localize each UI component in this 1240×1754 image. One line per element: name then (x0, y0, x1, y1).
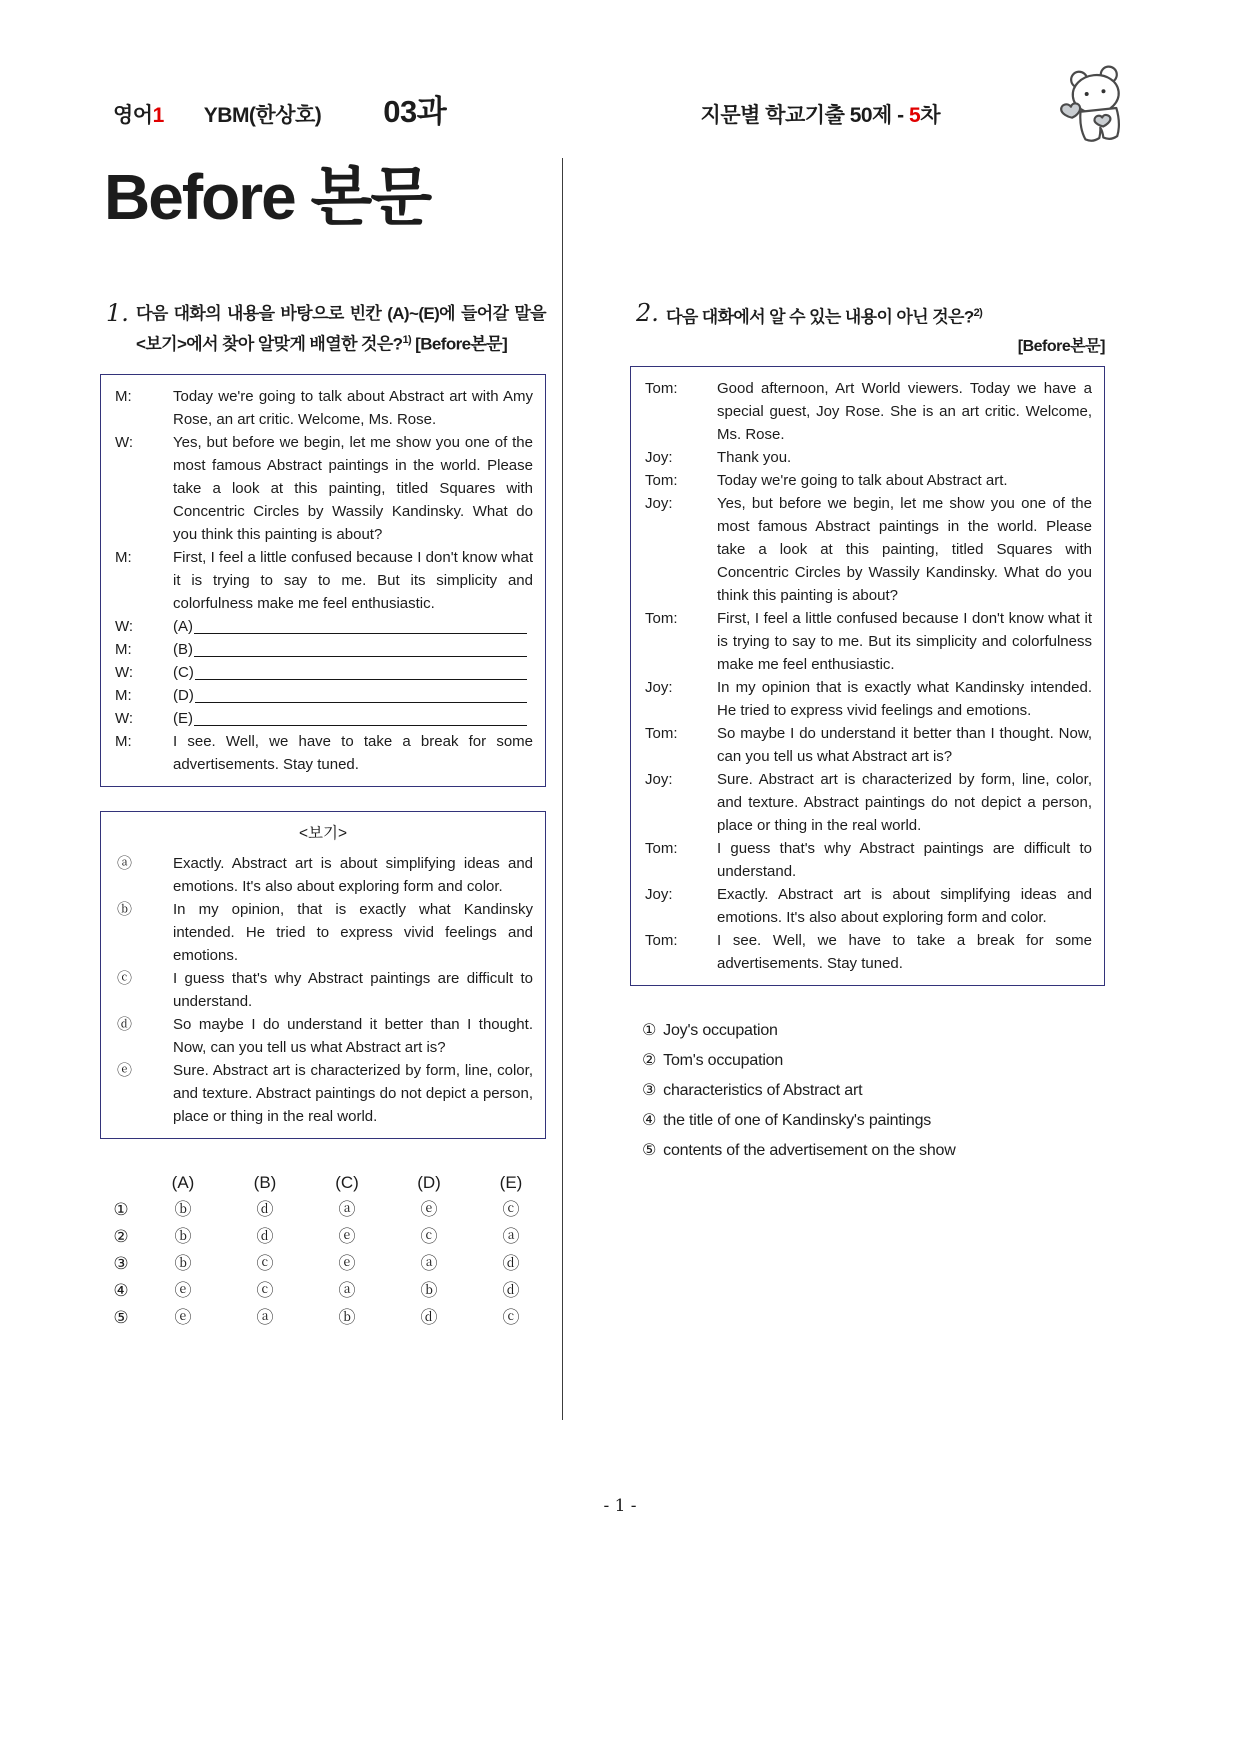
answer-cell: ⓐ (338, 1199, 356, 1219)
blank-label: (E) (173, 709, 193, 727)
option-text: Joy's occupation (663, 1021, 778, 1039)
question-2-dialogue-box (630, 366, 1105, 986)
blank-underline (194, 655, 527, 657)
answer-table-row (100, 1304, 546, 1331)
answer-table-column-header: (B) (253, 1172, 277, 1192)
publisher-label: YBM(한상호) (203, 104, 322, 127)
blank-underline (194, 724, 527, 726)
answer-cell: ⓔ (174, 1307, 192, 1327)
bogi-item-text: In my opinion, that is exactly what Kandinsky intended. He tried to express vivid feelings and emotions. (173, 900, 533, 964)
bogi-item (113, 852, 533, 898)
dialogue-text: Today we're going to talk about Abstract art. (717, 471, 1008, 489)
option-number: ⑤ (642, 1141, 657, 1159)
speaker-label: Tom: (645, 471, 678, 489)
answer-table-column-header: (C) (335, 1172, 359, 1192)
speaker-label: W: (115, 617, 134, 635)
bogi-item-text: Exactly. Abstract art is about simplifying ideas and emotions. It's also about exploring form and color. (173, 854, 533, 895)
blank-underline (195, 678, 527, 680)
answer-table-row (100, 1277, 546, 1304)
blank-underline (195, 701, 527, 703)
dialogue-text: So maybe I do understand it better than I thought. Now, can you tell us what Abstract art is? (717, 724, 1092, 765)
answer-cell: ⓒ (256, 1280, 274, 1300)
blank-label: (B) (173, 640, 193, 658)
column-divider (562, 158, 563, 1420)
subject-text: 영어 (113, 104, 153, 127)
question-1-source-tag: [Before본문] (415, 334, 508, 354)
answer-cell: ⓔ (420, 1199, 438, 1219)
option-number: ① (642, 1021, 657, 1039)
dialogue-text: In my opinion that is exactly what Kandinsky intended. He tried to express vivid feelings and emotions. (717, 678, 1092, 719)
option-item (642, 1076, 1105, 1106)
answer-cell: ⓔ (338, 1253, 356, 1273)
question-2-source-tag: [Before본문] (1017, 337, 1105, 355)
question-1-prompt-text: 다음 대화의 내용을 바탕으로 빈칸 (A)~(E)에 들어갈 말을 <보기>에서 찾아 알맞게 배열한 것은? (136, 304, 546, 354)
answer-cell: ⓐ (502, 1226, 520, 1246)
answer-cell: ⓓ (420, 1307, 438, 1327)
option-number: ③ (642, 1081, 657, 1099)
option-item (642, 1106, 1105, 1136)
speaker-label: Joy: (645, 448, 673, 466)
bogi-item-text: I guess that's why Abstract paintings are difficult to understand. (173, 969, 533, 1010)
dialogue-line (643, 722, 1092, 768)
speaker-label: M: (115, 732, 132, 750)
dialogue-text: Yes, but before we begin, let me show you one of the most famous Abstract paintings in the world. Please take a look at this painting, titled Squares with Concentric Circles by Wassily Kandinsky. What do you think this painting is about? (173, 433, 533, 543)
option-text: characteristics of Abstract art (663, 1081, 863, 1099)
answer-cell: ⓑ (174, 1226, 192, 1246)
question-1-footnote-mark: 1) (402, 334, 412, 346)
answer-cell: ⓓ (502, 1253, 520, 1273)
dialogue-line (643, 837, 1092, 883)
question-1-prompt (136, 300, 546, 358)
dialogue-line (643, 446, 1092, 469)
answer-table-row (100, 1223, 546, 1250)
dialogue-blank (173, 638, 533, 661)
page-number: - 1 - (603, 1496, 637, 1516)
option-text: contents of the advertisement on the show (663, 1141, 956, 1159)
question-1 (100, 300, 546, 1331)
dialogue-line (643, 607, 1092, 676)
blank-underline (194, 632, 527, 634)
dialogue-blank (173, 661, 533, 684)
dialogue-line (643, 492, 1092, 607)
option-number: ② (642, 1051, 657, 1069)
answer-cell: ⓑ (174, 1253, 192, 1273)
option-item (642, 1046, 1105, 1076)
answer-table-corner (100, 1169, 142, 1196)
answer-cell: ⓓ (502, 1280, 520, 1300)
dialogue-line (643, 377, 1092, 446)
option-text: Tom's occupation (663, 1051, 784, 1069)
dialogue-line (643, 469, 1092, 492)
dialogue-line (113, 684, 533, 707)
answer-cell: ⓓ (256, 1226, 274, 1246)
answer-cell: ⓒ (420, 1226, 438, 1246)
bogi-items (113, 852, 533, 1128)
question-1-bogi-box (100, 811, 546, 1139)
choice-number: ① (113, 1199, 129, 1219)
dialogue-line (113, 638, 533, 661)
answer-cell: ⓒ (256, 1253, 274, 1273)
answer-cell: ⓐ (338, 1280, 356, 1300)
speaker-label: Tom: (645, 724, 678, 742)
dialogue-text: Sure. Abstract art is characterized by form, line, color, and texture. Abstract paintings do not depict a person, place or thing in the real world. (717, 770, 1092, 834)
dialogue-blank (173, 615, 533, 638)
answer-table-column-header: (D) (417, 1172, 441, 1192)
choice-number: ② (113, 1226, 129, 1246)
dialogue-blank (173, 707, 533, 730)
bogi-item-label: ⓐ (117, 854, 133, 872)
bogi-title: <보기> (298, 824, 348, 842)
choice-number: ⑤ (113, 1307, 129, 1327)
answer-cell: ⓔ (338, 1226, 356, 1246)
page-title: Before 본문 (104, 161, 431, 233)
answer-cell: ⓒ (502, 1307, 520, 1327)
exam-set-label: 지문별 학교기출 50제 - (700, 104, 910, 127)
speaker-label: W: (115, 433, 134, 451)
question-2-prompt (666, 300, 1105, 331)
subject-number: 1 (152, 104, 164, 127)
option-item (642, 1136, 1105, 1166)
dialogue-line (113, 615, 533, 638)
speaker-label: Joy: (645, 494, 673, 512)
question-1-number: 1. (106, 299, 129, 327)
dialogue-text: First, I feel a little confused because I don't know what it is trying to say to me. But its simplicity and colorfulness make me feel enthusiastic. (717, 609, 1092, 673)
speaker-label: Joy: (645, 678, 673, 696)
question-2-number: 2. (636, 299, 659, 327)
bogi-item (113, 1059, 533, 1128)
speaker-label: Joy: (645, 770, 673, 788)
dialogue-line (643, 676, 1092, 722)
speaker-label: Joy: (645, 885, 673, 903)
bogi-item (113, 898, 533, 967)
question-1-dialogue-box (100, 374, 546, 787)
question-2-head (630, 300, 1105, 331)
option-number: ④ (642, 1111, 657, 1129)
dialogue-line (113, 385, 533, 431)
speaker-label: Tom: (645, 931, 678, 949)
blank-label: (A) (173, 617, 193, 635)
dialogue-text: First, I feel a little confused because I don't know what it is trying to say to me. But its simplicity and colorfulness make me feel enthusiastic. (173, 548, 533, 612)
question-2-footnote-mark: 2) (973, 307, 983, 319)
choice-number: ③ (113, 1253, 129, 1273)
bogi-item (113, 1013, 533, 1059)
speaker-label: Tom: (645, 609, 678, 627)
speaker-label: Tom: (645, 839, 678, 857)
answer-table-column-header: (E) (499, 1172, 523, 1192)
speaker-label: M: (115, 387, 132, 405)
answer-cell: ⓐ (256, 1307, 274, 1327)
option-text: the title of one of Kandinsky's paintings (663, 1111, 932, 1129)
bogi-item (113, 967, 533, 1013)
dialogue-line (643, 929, 1092, 975)
blank-label: (D) (173, 686, 194, 704)
dialogue-text: Today we're going to talk about Abstract art with Amy Rose, an art critic. Welcome, Ms. Rose. (173, 387, 533, 428)
choice-number: ④ (113, 1280, 129, 1300)
answer-table-row (100, 1196, 546, 1223)
dialogue-line (113, 661, 533, 684)
dialogue-line (113, 546, 533, 615)
answer-table-row (100, 1250, 546, 1277)
question-2-prompt-text: 다음 대화에서 알 수 있는 내용이 아닌 것은? (666, 307, 974, 327)
question-2 (630, 300, 1105, 1166)
dialogue-blank (173, 684, 533, 707)
dialogue-text: Good afternoon, Art World viewers. Today we have a special guest, Joy Rose. She is an art critic. Welcome, Ms. Rose. (717, 379, 1092, 443)
speaker-label: M: (115, 640, 132, 658)
answer-cell: ⓔ (174, 1280, 192, 1300)
bogi-item-label: ⓓ (117, 1015, 133, 1033)
bogi-item-label: ⓒ (117, 969, 133, 987)
round-number: 5 (909, 104, 921, 127)
bogi-item-text: So maybe I do understand it better than I thought. Now, can you tell us what Abstract art is? (173, 1015, 533, 1056)
dialogue-text: I see. Well, we have to take a break for some advertisements. Stay tuned. (717, 931, 1092, 972)
dialogue-text: Yes, but before we begin, let me show you one of the most famous Abstract paintings in the world. Please take a look at this painting, titled Squares with Concentric Circles by Wassily Kandinsky. What do you think this painting is about? (717, 494, 1092, 604)
answer-cell: ⓑ (420, 1280, 438, 1300)
option-item (642, 1016, 1105, 1046)
bogi-item-text: Sure. Abstract art is characterized by form, line, color, and texture. Abstract paintings do not depict a person, place or thing in the real world. (173, 1061, 533, 1125)
dialogue-line (113, 707, 533, 730)
answer-cell: ⓒ (502, 1199, 520, 1219)
bogi-item-label: ⓔ (117, 1061, 133, 1079)
speaker-label: Tom: (645, 379, 678, 397)
round-suffix: 차 (920, 104, 940, 127)
question-2-options (630, 1016, 1105, 1166)
header-right-label (701, 99, 940, 129)
answer-table-column-header: (A) (171, 1172, 195, 1192)
lesson-label: 03과 (383, 94, 447, 129)
question-1-head (100, 300, 546, 358)
dialogue-line (643, 883, 1092, 929)
answer-cell: ⓑ (174, 1199, 192, 1219)
dialogue-text: I guess that's why Abstract paintings are difficult to understand. (717, 839, 1092, 880)
speaker-label: W: (115, 709, 134, 727)
dialogue-text: Thank you. (717, 448, 792, 466)
page-header (100, 86, 1140, 131)
subject-label (113, 99, 164, 129)
answer-cell: ⓐ (420, 1253, 438, 1273)
dialogue-line (113, 431, 533, 546)
dialogue-line (113, 730, 533, 776)
speaker-label: M: (115, 686, 132, 704)
blank-label: (C) (173, 663, 194, 681)
speaker-label: W: (115, 663, 134, 681)
bogi-item-label: ⓑ (117, 900, 133, 918)
dialogue-text: Exactly. Abstract art is about simplifying ideas and emotions. It's also about exploring form and color. (717, 885, 1092, 926)
answer-cell: ⓑ (338, 1307, 356, 1327)
question-1-answer-table (100, 1169, 546, 1331)
speaker-label: M: (115, 548, 132, 566)
dialogue-text: I see. Well, we have to take a break for some advertisements. Stay tuned. (173, 732, 533, 773)
answer-cell: ⓓ (256, 1199, 274, 1219)
answer-table-header (100, 1169, 546, 1196)
dialogue-line (643, 768, 1092, 837)
bear-icon (1038, 56, 1156, 156)
